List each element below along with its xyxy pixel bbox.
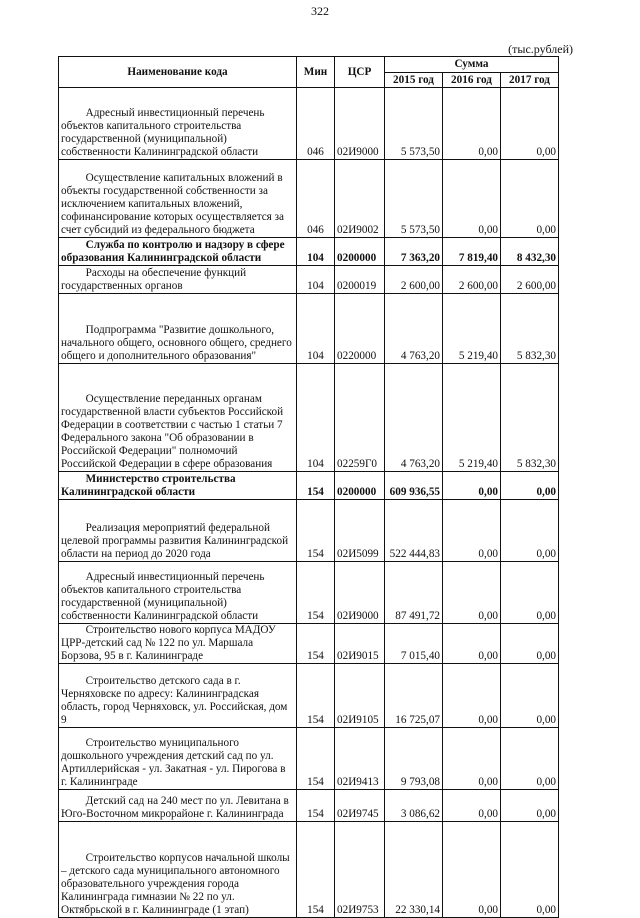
row-2017: 0,00 bbox=[501, 624, 559, 664]
row-2017: 0,00 bbox=[501, 790, 559, 822]
row-2016: 0,00 bbox=[443, 500, 501, 562]
row-2017: 0,00 bbox=[501, 472, 559, 500]
table-body bbox=[59, 88, 559, 918]
row-2016: 5 219,40 bbox=[443, 294, 501, 364]
row-csr: 02И5099 bbox=[335, 500, 385, 562]
row-2015: 16 725,07 bbox=[385, 664, 443, 728]
row-min: 154 bbox=[297, 562, 335, 624]
row-name: Расходы на обеспечение функций государственных органов bbox=[59, 266, 297, 294]
table-row bbox=[59, 294, 559, 364]
row-csr: 02259Г0 bbox=[335, 364, 385, 472]
row-csr: 02И9413 bbox=[335, 728, 385, 790]
row-2015: 2 600,00 bbox=[385, 266, 443, 294]
row-name: Адресный инвестиционный перечень объектов капитального строительства государственной (муниципальной) собственности Калининградской области bbox=[59, 88, 297, 160]
row-2016: 0,00 bbox=[443, 472, 501, 500]
row-2017: 0,00 bbox=[501, 822, 559, 918]
table-row bbox=[59, 664, 559, 728]
row-min: 046 bbox=[297, 160, 335, 238]
table-row bbox=[59, 238, 559, 266]
row-name: Детский сад на 240 мест по ул. Левитана в Юго-Восточном микрорайоне г. Калининграда bbox=[59, 790, 297, 822]
row-2015: 609 936,55 bbox=[385, 472, 443, 500]
row-csr: 0220000 bbox=[335, 294, 385, 364]
row-2015: 9 793,08 bbox=[385, 728, 443, 790]
table-row bbox=[59, 624, 559, 664]
row-2015: 3 086,62 bbox=[385, 790, 443, 822]
row-name: Подпрограмма "Развитие дошкольного, начального общего, основного общего, среднего общего и дополнительного образования" bbox=[59, 294, 297, 364]
row-csr: 02И9002 bbox=[335, 160, 385, 238]
header-csr: ЦСР bbox=[335, 57, 385, 88]
row-2015: 87 491,72 bbox=[385, 562, 443, 624]
header-sum: Сумма bbox=[385, 57, 559, 73]
row-name: Осуществление капитальных вложений в объекты государственной собственности за исключением капитальных вложений, софинансирование которых осуществляется за счет субсидий из федерального бюджета bbox=[59, 160, 297, 238]
row-name: Строительство нового корпуса МАДОУ ЦРР-детский сад № 122 по ул. Маршала Борзова, 95 в г. Калининграде bbox=[59, 624, 297, 664]
row-min: 154 bbox=[297, 728, 335, 790]
row-min: 104 bbox=[297, 364, 335, 472]
row-2017: 0,00 bbox=[501, 88, 559, 160]
table-row bbox=[59, 266, 559, 294]
row-2017: 0,00 bbox=[501, 664, 559, 728]
row-2016: 5 219,40 bbox=[443, 364, 501, 472]
page-number: 322 bbox=[311, 4, 329, 18]
row-csr: 02И9000 bbox=[335, 562, 385, 624]
row-2015: 7 363,20 bbox=[385, 238, 443, 266]
row-2017: 0,00 bbox=[501, 728, 559, 790]
row-2015: 5 573,50 bbox=[385, 160, 443, 238]
table-row bbox=[59, 364, 559, 472]
unit-label: (тыс.рублей) bbox=[508, 42, 573, 56]
row-name: Реализация мероприятий федеральной целевой программы развития Калининградской области на период до 2020 года bbox=[59, 500, 297, 562]
row-2016: 0,00 bbox=[443, 664, 501, 728]
row-min: 154 bbox=[297, 624, 335, 664]
row-2017: 0,00 bbox=[501, 500, 559, 562]
row-name: Строительство муниципального дошкольного учреждения детский сад по ул. Артиллерийская - ул. Закатная - ул. Пирогова в г. Калининграде bbox=[59, 728, 297, 790]
header-2017: 2017 год bbox=[501, 73, 559, 88]
row-csr: 0200000 bbox=[335, 238, 385, 266]
row-min: 104 bbox=[297, 238, 335, 266]
table-row bbox=[59, 88, 559, 160]
row-2017: 0,00 bbox=[501, 160, 559, 238]
row-2017: 5 832,30 bbox=[501, 294, 559, 364]
row-2016: 7 819,40 bbox=[443, 238, 501, 266]
row-2016: 0,00 bbox=[443, 624, 501, 664]
table-row bbox=[59, 160, 559, 238]
row-min: 046 bbox=[297, 88, 335, 160]
row-2016: 0,00 bbox=[443, 728, 501, 790]
header-min: Мин bbox=[297, 57, 335, 88]
row-csr: 02И9753 bbox=[335, 822, 385, 918]
row-2017: 8 432,30 bbox=[501, 238, 559, 266]
row-2016: 0,00 bbox=[443, 160, 501, 238]
row-2017: 2 600,00 bbox=[501, 266, 559, 294]
row-2015: 7 015,40 bbox=[385, 624, 443, 664]
table-row bbox=[59, 562, 559, 624]
row-min: 154 bbox=[297, 500, 335, 562]
row-csr: 02И9105 bbox=[335, 664, 385, 728]
row-name: Строительство детского сада в г. Черняховске по адресу: Калининградская область, город Черняховск, ул. Российская, дом 9 bbox=[59, 664, 297, 728]
row-name: Служба по контролю и надзору в сфере образования Калининградской области bbox=[59, 238, 297, 266]
header-2016: 2016 год bbox=[443, 73, 501, 88]
table-row bbox=[59, 790, 559, 822]
row-2017: 0,00 bbox=[501, 562, 559, 624]
row-2015: 4 763,20 bbox=[385, 364, 443, 472]
row-csr: 02И9745 bbox=[335, 790, 385, 822]
row-name: Министерство строительства Калининградской области bbox=[59, 472, 297, 500]
row-2015: 5 573,50 bbox=[385, 88, 443, 160]
row-min: 104 bbox=[297, 266, 335, 294]
row-csr: 02И9000 bbox=[335, 88, 385, 160]
table-row bbox=[59, 728, 559, 790]
header-name: Наименование кода bbox=[59, 57, 297, 88]
row-min: 154 bbox=[297, 790, 335, 822]
row-2015: 522 444,83 bbox=[385, 500, 443, 562]
row-min: 154 bbox=[297, 822, 335, 918]
row-name: Осуществление переданных органам государственной власти субъектов Российской Федерации в соответствии с частью 1 статьи 7 Федерального закона "Об образовании в Российской Федерации" полномочий Российской Федерации в сфере образования bbox=[59, 364, 297, 472]
row-2016: 0,00 bbox=[443, 562, 501, 624]
header-2015: 2015 год bbox=[385, 73, 443, 88]
row-csr: 0200019 bbox=[335, 266, 385, 294]
row-2015: 4 763,20 bbox=[385, 294, 443, 364]
row-csr: 02И9015 bbox=[335, 624, 385, 664]
row-2015: 22 330,14 bbox=[385, 822, 443, 918]
row-min: 154 bbox=[297, 664, 335, 728]
row-2016: 2 600,00 bbox=[443, 266, 501, 294]
row-min: 154 bbox=[297, 472, 335, 500]
table-row bbox=[59, 500, 559, 562]
row-min: 104 bbox=[297, 294, 335, 364]
table-row bbox=[59, 822, 559, 918]
row-2016: 0,00 bbox=[443, 790, 501, 822]
row-2017: 5 832,30 bbox=[501, 364, 559, 472]
table-row bbox=[59, 472, 559, 500]
row-2016: 0,00 bbox=[443, 88, 501, 160]
row-name: Строительство корпусов начальной школы – детского сада муниципального автономного образовательного учреждения города Калининграда гимназии № 22 по ул. Октябрьской в г. Калининграде (1 этап) bbox=[59, 822, 297, 918]
row-name: Адресный инвестиционный перечень объектов капитального строительства государственной (муниципальной) собственности Калининградской области bbox=[59, 562, 297, 624]
budget-table bbox=[58, 56, 559, 918]
row-csr: 0200000 bbox=[335, 472, 385, 500]
row-2016: 0,00 bbox=[443, 822, 501, 918]
